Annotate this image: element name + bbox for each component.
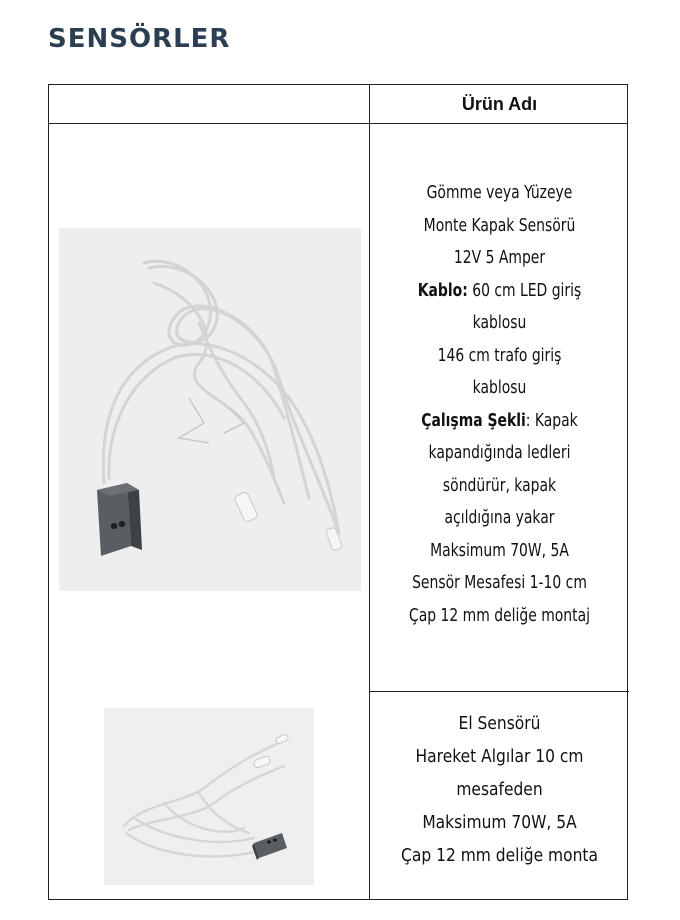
desc-line: El Sensörü	[458, 713, 541, 734]
page-title: SENSÖRLER	[48, 24, 231, 54]
desc-line: Çap 12 mm deliğe monta	[401, 845, 598, 866]
desc-line: Maksimum 70W, 5A	[422, 812, 577, 833]
product-description-cover-sensor	[370, 177, 629, 632]
hand-sensor-photo	[104, 708, 314, 885]
desc-line: Hareket Algılar 10 cm	[415, 746, 584, 767]
product-table	[48, 84, 628, 900]
desc-line: kablosu	[472, 377, 527, 398]
desc-line: 146 cm trafo giriş	[437, 344, 562, 366]
operation-label: Çalışma Şekli	[421, 409, 526, 431]
desc-line: kapandığında ledleri	[428, 442, 571, 463]
product-description-hand-sensor	[370, 707, 629, 872]
cable-label: Kablo:	[417, 279, 468, 301]
desc-line: mesafeden	[456, 779, 543, 800]
desc-line: söndürür, kapak	[442, 474, 557, 496]
desc-line: Çap 12 mm deliğe montaj	[408, 604, 591, 626]
table-divider-header	[49, 123, 627, 124]
desc-line: Çalışma Şekli: Kapak	[421, 409, 578, 431]
table-divider-row	[369, 691, 629, 692]
desc-line: Sensör Mesafesi 1-10 cm	[412, 572, 587, 593]
desc-line: Monte Kapak Sensörü	[423, 214, 576, 236]
desc-line: açıldığına yakar	[444, 507, 555, 528]
desc-line: kablosu	[472, 312, 527, 333]
column-header-product-name: Ürün Adı	[461, 93, 538, 114]
desc-line: Maksimum 70W, 5A	[430, 539, 569, 561]
desc-line: Kablo: 60 cm LED giriş	[417, 279, 582, 301]
desc-line: 12V 5 Amper	[453, 247, 546, 268]
desc-line: Gömme veya Yüzeye	[426, 182, 573, 203]
cable-sensor-photo	[59, 228, 361, 591]
